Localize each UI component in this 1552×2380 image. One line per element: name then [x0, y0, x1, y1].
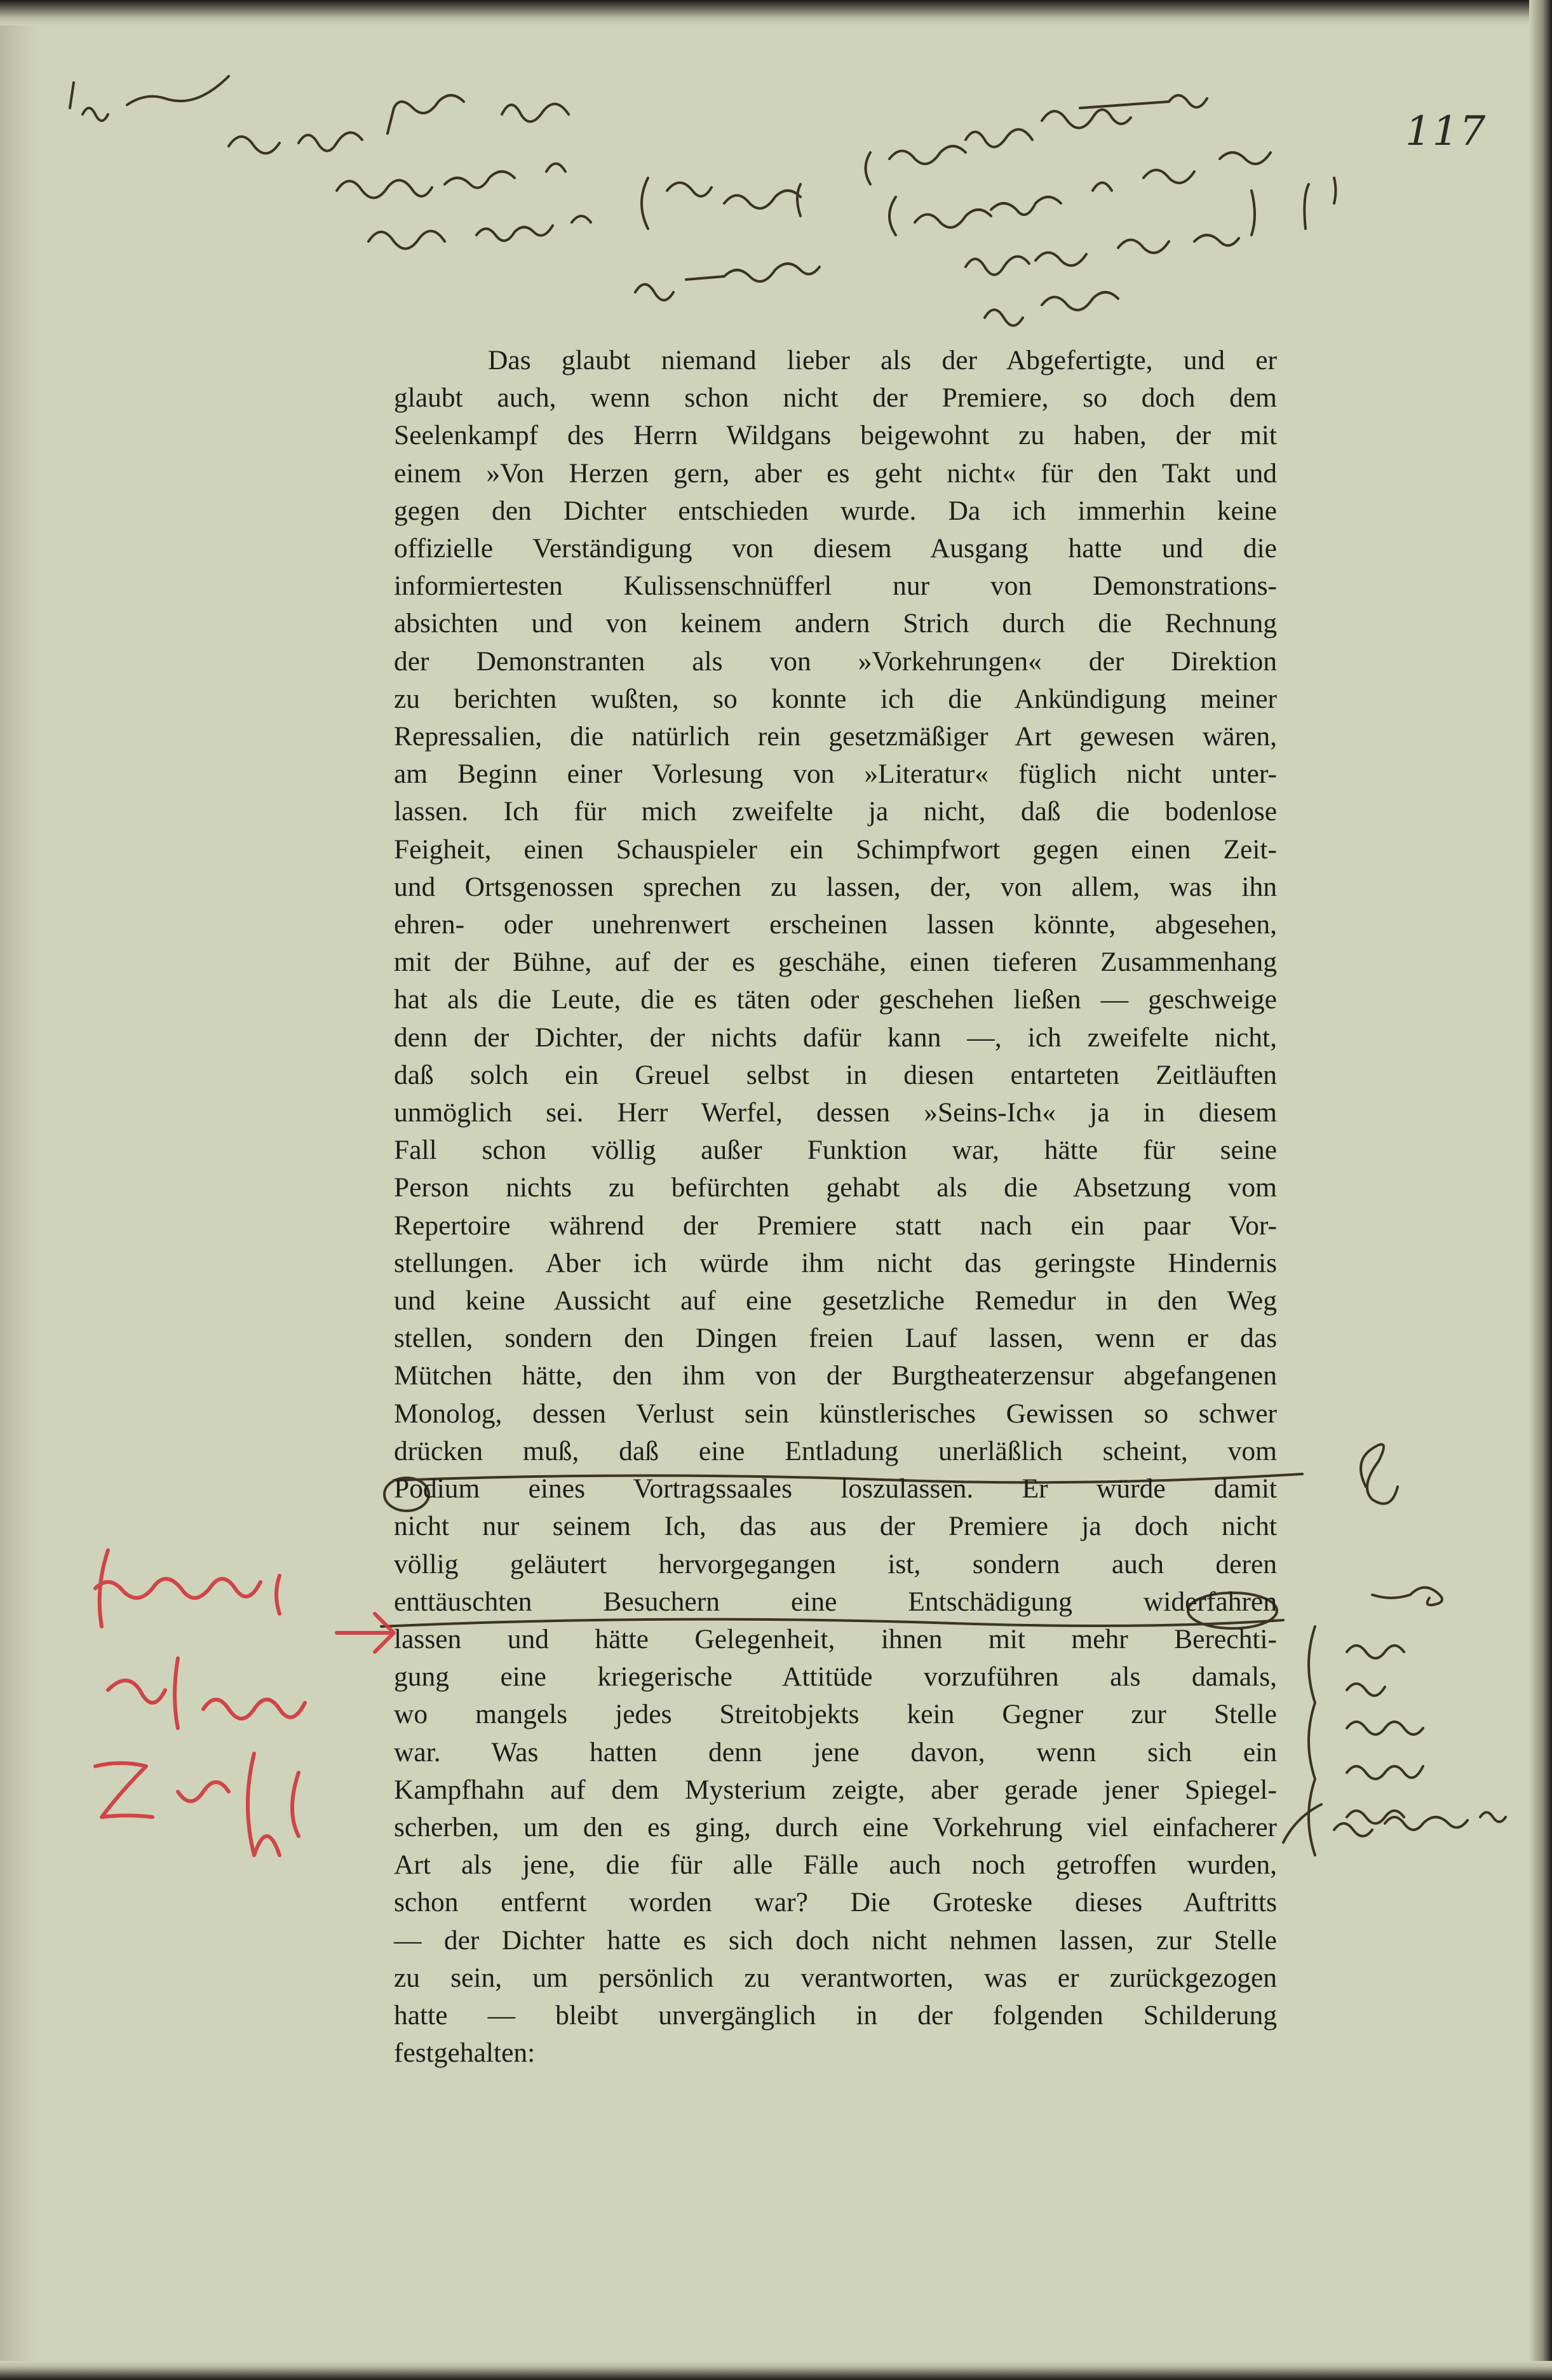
- pen-note-top-10: [985, 292, 1118, 326]
- pen-note-top-1: [229, 95, 569, 153]
- pen-note-top-4: [642, 178, 800, 229]
- text-line: scherben, um den es ging, durch eine Vorkehrung viel einfacherer: [394, 1811, 1277, 1842]
- text-line: Mütchen hätte, den ihm von der Burgtheaterzensur abgefangenen: [394, 1360, 1277, 1391]
- text-line: hat als die Leute, die es täten oder geschehen ließen — geschweige: [394, 984, 1277, 1015]
- text-line: Fall schon völlig außer Funktion war, hätte für seine: [394, 1135, 1277, 1166]
- body-text: [394, 342, 1277, 2072]
- text-line: mit der Bühne, auf der es geschähe, einen tieferen Zusammenhang: [394, 947, 1277, 978]
- text-line: zu sein, um persönlich zu verantworten, was er zurückgezogen: [394, 1962, 1277, 1993]
- pen-note-top-8: [889, 152, 1271, 235]
- pen-note-right-3: [1283, 1626, 1506, 1855]
- text-line: und keine Aussicht auf eine gesetzliche Remedur in den Weg: [394, 1285, 1277, 1316]
- pen-note-top-7: [1080, 95, 1207, 108]
- text-line: einem »Von Herzen gern, aber es geht nicht« für den Takt und: [394, 457, 1277, 489]
- red-note-left-1: [95, 1550, 280, 1626]
- text-line: schon entfernt worden war? Die Groteske dieses Auftritts: [394, 1887, 1277, 1918]
- red-arrow: [337, 1614, 394, 1652]
- pen-note-top-6: [866, 110, 1131, 185]
- text-line: Monolog, dessen Verlust sein künstlerisches Gewissen so schwer: [394, 1398, 1277, 1429]
- text-line: glaubt auch, wenn schon nicht der Premiere, so doch dem: [394, 382, 1277, 414]
- text-line: lassen und hätte Gelegenheit, ihnen mit mehr Berechti-: [394, 1623, 1277, 1654]
- text-line: denn der Dichter, der nichts dafür kann —, ich zweifelte nicht,: [394, 1022, 1277, 1053]
- red-note-left-2: [108, 1658, 305, 1728]
- text-line: informiertesten Kulissenschnüfferl nur von Demonstrations-: [394, 571, 1277, 602]
- text-line: Podium eines Vortragssaales loszulassen. Er würde damit: [394, 1473, 1277, 1504]
- text-line: Das glaubt niemand lieber als der Abgefertigte, und er: [488, 345, 1277, 375]
- text-line: völlig geläutert hervorgegangen ist, sondern auch deren: [394, 1548, 1277, 1579]
- text-line: wo mangels jedes Streitobjekts kein Gegner zur Stelle: [394, 1699, 1277, 1730]
- pen-note-top-5: [635, 264, 820, 301]
- text-line: zu berichten wußten, so konnte ich die Ankündigung meiner: [394, 683, 1277, 714]
- text-line: der Demonstranten als von »Vorkehrungen« der Direktion: [394, 646, 1277, 677]
- pen-note-top-2: [337, 164, 565, 198]
- pen-note-topleft: [70, 76, 229, 121]
- text-line: und Ortsgenossen sprechen zu lassen, der, von allem, was ihn: [394, 871, 1277, 902]
- text-line: stellen, sondern den Dingen freien Lauf lassen, wenn er das: [394, 1323, 1277, 1354]
- pen-note-top-3: [368, 216, 591, 248]
- pen-mark-right-2: [1372, 1588, 1442, 1606]
- text-line: am Beginn einer Vorlesung von »Literatur« füglich nicht unter-: [394, 759, 1277, 790]
- text-line: Feigheit, einen Schauspieler ein Schimpfwort gegen einen Zeit-: [394, 834, 1277, 865]
- text-line: Person nichts zu befürchten gehabt als die Absetzung vom: [394, 1172, 1277, 1203]
- text-line: ehren- oder unehrenwert erscheinen lassen könnte, abgesehen,: [394, 909, 1277, 940]
- text-line: Seelenkampf des Herrn Wildgans beigewohnt zu haben, der mit: [394, 420, 1277, 451]
- text-line: offizielle Verständigung von diesem Ausgang hatte und die: [394, 533, 1277, 564]
- text-line: hatte — bleibt unvergänglich in der folgenden Schilderung: [394, 1999, 1277, 2031]
- red-note-left-3: [95, 1754, 299, 1855]
- text-line: daß solch ein Greuel selbst in diesen entarteten Zeitläuften: [394, 1059, 1277, 1090]
- text-line: — der Dichter hatte es sich doch nicht nehmen lassen, zur Stelle: [394, 1924, 1277, 1956]
- page-number: 117: [1405, 108, 1487, 155]
- text-line: Kampfhahn auf dem Mysterium zeigte, aber gerade jener Spiegel-: [394, 1774, 1277, 1805]
- pen-note-top-11: [1304, 178, 1335, 229]
- text-line: war. Was hatten denn jene davon, wenn sich ein: [394, 1736, 1277, 1768]
- text-line: festgehalten:: [394, 2038, 536, 2069]
- text-line: Art als jene, die für alle Fälle auch noch getroffen wurden,: [394, 1849, 1277, 1881]
- text-line: absichten und von keinem andern Strich durch die Rechnung: [394, 608, 1277, 639]
- text-line: lassen. Ich für mich zweifelte ja nicht, daß die bodenlose: [394, 796, 1277, 827]
- text-line: enttäuschten Besuchern eine Entschädigung widerfahren: [394, 1586, 1277, 1617]
- text-line: Repertoire während der Premiere statt nach ein paar Vor-: [394, 1210, 1277, 1241]
- text-line: gegen den Dichter entschieden wurde. Da ich immerhin keine: [394, 495, 1277, 526]
- text-line: drücken muß, daß eine Entladung unerläßlich scheint, vom: [394, 1435, 1277, 1466]
- text-line: stellungen. Aber ich würde ihm nicht das geringste Hindernis: [394, 1247, 1277, 1278]
- text-line: unmöglich sei. Herr Werfel, dessen »Seins-Ich« ja in diesem: [394, 1097, 1277, 1128]
- text-line: gung eine kriegerische Attitüde vorzuführen als damals,: [394, 1661, 1277, 1693]
- text-line: nicht nur seinem Ich, das aus der Premiere ja doch nicht: [394, 1511, 1277, 1542]
- text-line: Repressalien, die natürlich rein gesetzmäßiger Art gewesen wären,: [394, 721, 1277, 752]
- pen-mark-right-1: [1361, 1444, 1398, 1503]
